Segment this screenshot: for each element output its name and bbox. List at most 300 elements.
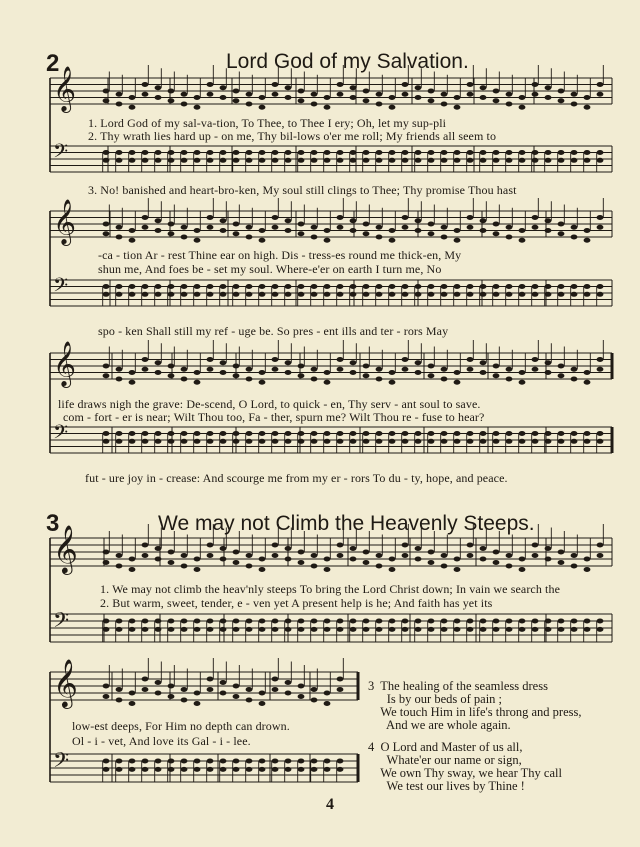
note-head	[389, 150, 396, 155]
note-head	[116, 759, 123, 764]
note-head	[337, 357, 344, 362]
note-head	[350, 546, 357, 551]
note-head	[337, 225, 344, 230]
note-head	[142, 543, 149, 548]
note-head	[142, 225, 149, 230]
note-head	[480, 619, 487, 624]
note-head	[350, 627, 357, 632]
note-head	[103, 767, 110, 772]
note-head	[168, 89, 175, 94]
note-head	[415, 284, 422, 289]
note-head	[415, 218, 422, 223]
note-head	[194, 701, 201, 706]
note-head	[480, 431, 487, 436]
note-head	[220, 557, 227, 562]
note-head	[428, 619, 435, 624]
note-head	[415, 85, 422, 90]
note-head	[181, 102, 188, 107]
note-head	[168, 98, 175, 103]
verse-line: 4 O Lord and Master of us all,	[368, 740, 523, 754]
note-head	[584, 370, 591, 375]
note-head	[233, 560, 240, 565]
note-head	[363, 627, 370, 632]
note-head	[259, 767, 266, 772]
note-head	[493, 98, 500, 103]
note-head	[480, 292, 487, 297]
note-head	[493, 292, 500, 297]
note-head	[337, 284, 344, 289]
note-head	[233, 89, 240, 94]
note-head	[480, 557, 487, 562]
note-head	[155, 85, 162, 90]
note-head	[116, 367, 123, 372]
note-head	[220, 284, 227, 289]
hymn-number: 2	[46, 50, 60, 77]
note-head	[233, 431, 240, 436]
note-head	[350, 284, 357, 289]
note-head	[168, 439, 175, 444]
note-head	[272, 543, 279, 548]
note-head	[311, 367, 318, 372]
verse-line: We test our lives by Thine !	[368, 779, 525, 793]
note-head	[298, 684, 305, 689]
note-head	[519, 627, 526, 632]
note-head	[103, 439, 110, 444]
note-head	[350, 619, 357, 624]
note-head	[519, 439, 526, 444]
note-head	[259, 228, 266, 233]
note-head	[207, 158, 214, 163]
note-head	[363, 89, 370, 94]
note-head	[116, 158, 123, 163]
note-head	[363, 292, 370, 297]
note-head	[285, 439, 292, 444]
note-head	[558, 364, 565, 369]
note-head	[194, 627, 201, 632]
note-head	[337, 82, 344, 87]
note-head	[532, 92, 539, 97]
note-head	[194, 759, 201, 764]
note-head	[298, 619, 305, 624]
note-head	[220, 370, 227, 375]
note-head	[233, 373, 240, 378]
bass-clef: 𝄢	[53, 420, 69, 449]
note-head	[207, 92, 214, 97]
note-head	[129, 619, 136, 624]
note-head	[389, 627, 396, 632]
note-head	[285, 767, 292, 772]
note-head	[259, 292, 266, 297]
note-head	[584, 228, 591, 233]
note-head	[298, 222, 305, 227]
treble-clef: 𝄞	[53, 199, 77, 245]
note-head	[506, 367, 513, 372]
note-head	[298, 284, 305, 289]
note-head	[298, 560, 305, 565]
note-head	[545, 228, 552, 233]
note-head	[363, 364, 370, 369]
note-head	[584, 284, 591, 289]
treble-clef: 𝄞	[53, 524, 78, 574]
note-head	[454, 431, 461, 436]
note-head	[493, 222, 500, 227]
note-head	[324, 439, 331, 444]
note-head	[532, 225, 539, 230]
lyric-line: Ol - i - vet, And love its Gal - i - lee.	[72, 734, 251, 748]
note-head	[168, 627, 175, 632]
bass-clef: 𝄢	[53, 139, 69, 168]
note-head	[441, 158, 448, 163]
note-head	[285, 85, 292, 90]
note-head	[311, 377, 318, 382]
note-head	[181, 284, 188, 289]
note-head	[415, 228, 422, 233]
note-head	[129, 228, 136, 233]
note-head	[298, 89, 305, 94]
treble-clef: 𝄞	[53, 658, 78, 708]
note-head	[467, 158, 474, 163]
note-head	[363, 373, 370, 378]
note-head	[519, 557, 526, 562]
note-head	[207, 543, 214, 548]
note-head	[519, 380, 526, 385]
lyric-line: 1. Lord God of my sal-va-tion, To Thee, to Thee I ery; Oh, let my sup-pli	[88, 116, 447, 130]
note-head	[220, 759, 227, 764]
note-head	[389, 557, 396, 562]
note-head	[415, 370, 422, 375]
note-head	[155, 546, 162, 551]
note-head	[116, 698, 123, 703]
note-head	[363, 231, 370, 236]
note-head	[103, 759, 110, 764]
note-head	[168, 694, 175, 699]
note-head	[155, 158, 162, 163]
note-head	[519, 105, 526, 110]
note-head	[207, 292, 214, 297]
note-head	[311, 158, 318, 163]
note-head	[220, 691, 227, 696]
note-head	[467, 627, 474, 632]
note-head	[168, 759, 175, 764]
note-head	[259, 759, 266, 764]
note-head	[311, 627, 318, 632]
note-head	[233, 694, 240, 699]
note-head	[142, 627, 149, 632]
note-head	[194, 767, 201, 772]
note-head	[298, 759, 305, 764]
note-head	[558, 619, 565, 624]
note-head	[142, 292, 149, 297]
note-head	[389, 292, 396, 297]
note-head	[428, 158, 435, 163]
lyric-line: low-est deeps, For Him no depth can drown.	[72, 719, 290, 733]
note-head	[376, 377, 383, 382]
note-head	[389, 238, 396, 243]
note-head	[246, 367, 253, 372]
note-head	[571, 150, 578, 155]
note-head	[558, 292, 565, 297]
note-head	[376, 367, 383, 372]
note-head	[103, 158, 110, 163]
note-head	[285, 360, 292, 365]
note-head	[363, 222, 370, 227]
note-head	[194, 439, 201, 444]
note-head	[597, 150, 604, 155]
note-head	[311, 553, 318, 558]
note-head	[103, 550, 110, 555]
note-head	[363, 439, 370, 444]
note-head	[376, 150, 383, 155]
note-head	[168, 284, 175, 289]
note-head	[337, 431, 344, 436]
note-head	[480, 95, 487, 100]
note-head	[311, 284, 318, 289]
note-head	[571, 92, 578, 97]
note-head	[272, 767, 279, 772]
note-head	[194, 380, 201, 385]
note-head	[272, 284, 279, 289]
note-head	[259, 284, 266, 289]
note-head	[584, 619, 591, 624]
note-head	[272, 627, 279, 632]
note-head	[545, 95, 552, 100]
note-head	[558, 627, 565, 632]
note-head	[181, 292, 188, 297]
note-head	[155, 150, 162, 155]
note-head	[597, 627, 604, 632]
note-head	[207, 627, 214, 632]
note-head	[519, 95, 526, 100]
verse-line: Whate'er our name or sign,	[368, 753, 522, 767]
note-head	[324, 158, 331, 163]
note-head	[272, 215, 279, 220]
note-head	[558, 150, 565, 155]
note-head	[324, 228, 331, 233]
note-head	[155, 284, 162, 289]
note-head	[519, 284, 526, 289]
note-head	[155, 228, 162, 233]
note-head	[337, 627, 344, 632]
note-head	[324, 701, 331, 706]
note-head	[402, 543, 409, 548]
note-head	[350, 228, 357, 233]
note-head	[467, 619, 474, 624]
note-head	[467, 284, 474, 289]
note-head	[285, 619, 292, 624]
note-head	[272, 687, 279, 692]
note-head	[311, 687, 318, 692]
note-head	[207, 215, 214, 220]
note-head	[142, 367, 149, 372]
note-head	[454, 627, 461, 632]
note-head	[220, 680, 227, 685]
note-head	[324, 691, 331, 696]
note-head	[324, 238, 331, 243]
note-head	[558, 158, 565, 163]
note-head	[246, 564, 253, 569]
note-head	[324, 105, 331, 110]
note-head	[155, 759, 162, 764]
note-head	[493, 89, 500, 94]
note-head	[519, 158, 526, 163]
note-head	[324, 150, 331, 155]
note-head	[259, 158, 266, 163]
note-head	[116, 564, 123, 569]
note-head	[480, 284, 487, 289]
note-head	[467, 150, 474, 155]
bass-clef: 𝄢	[53, 273, 69, 302]
note-head	[454, 150, 461, 155]
note-head	[155, 680, 162, 685]
note-head	[207, 553, 214, 558]
note-head	[116, 292, 123, 297]
note-head	[181, 158, 188, 163]
note-head	[337, 292, 344, 297]
note-head	[441, 431, 448, 436]
note-head	[480, 360, 487, 365]
note-head	[311, 102, 318, 107]
note-head	[506, 564, 513, 569]
note-head	[103, 284, 110, 289]
note-head	[584, 567, 591, 572]
note-head	[207, 677, 214, 682]
note-head	[129, 284, 136, 289]
note-head	[454, 228, 461, 233]
note-head	[545, 557, 552, 562]
note-head	[311, 698, 318, 703]
note-head	[350, 431, 357, 436]
note-head	[532, 431, 539, 436]
note-head	[337, 767, 344, 772]
note-head	[298, 694, 305, 699]
note-head	[259, 619, 266, 624]
note-head	[142, 284, 149, 289]
note-head	[558, 89, 565, 94]
lyric-line: 2. Thy wrath lies hard up - on me, Thy bil-lows o'er me roll; My friends all seem to	[88, 129, 497, 143]
note-head	[246, 553, 253, 558]
note-head	[454, 619, 461, 624]
note-head	[272, 92, 279, 97]
note-head	[350, 292, 357, 297]
note-head	[259, 150, 266, 155]
note-head	[597, 92, 604, 97]
note-head	[350, 218, 357, 223]
note-head	[363, 98, 370, 103]
note-head	[389, 567, 396, 572]
note-head	[467, 367, 474, 372]
note-head	[181, 619, 188, 624]
note-head	[441, 439, 448, 444]
note-head	[311, 564, 318, 569]
note-head	[571, 377, 578, 382]
treble-clef: 𝄞	[53, 66, 77, 112]
note-head	[285, 431, 292, 436]
note-head	[493, 439, 500, 444]
note-head	[129, 701, 136, 706]
note-head	[298, 98, 305, 103]
note-head	[194, 431, 201, 436]
note-head	[259, 439, 266, 444]
note-head	[220, 95, 227, 100]
note-head	[142, 767, 149, 772]
note-head	[233, 619, 240, 624]
note-head	[480, 150, 487, 155]
note-head	[558, 284, 565, 289]
note-head	[220, 360, 227, 365]
note-head	[337, 92, 344, 97]
note-head	[597, 284, 604, 289]
note-head	[246, 767, 253, 772]
note-head	[220, 150, 227, 155]
note-head	[181, 150, 188, 155]
note-head	[272, 439, 279, 444]
note-head	[324, 567, 331, 572]
note-head	[129, 439, 136, 444]
note-head	[129, 431, 136, 436]
note-head	[311, 439, 318, 444]
note-head	[272, 82, 279, 87]
note-head	[246, 439, 253, 444]
note-head	[519, 431, 526, 436]
hymn-title: Lord God of my Salvation.	[226, 50, 469, 73]
note-head	[532, 357, 539, 362]
note-head	[545, 546, 552, 551]
note-head	[168, 619, 175, 624]
note-head	[506, 619, 513, 624]
note-head	[402, 367, 409, 372]
note-head	[246, 102, 253, 107]
note-head	[597, 439, 604, 444]
note-head	[467, 553, 474, 558]
note-head	[350, 557, 357, 562]
note-head	[298, 550, 305, 555]
note-head	[220, 627, 227, 632]
note-head	[246, 92, 253, 97]
note-head	[337, 439, 344, 444]
note-head	[480, 627, 487, 632]
lyric-line: -ca - tion Ar - rest Thine ear on high. Dis - tress-es round me thick-en, My	[98, 248, 462, 262]
note-head	[298, 431, 305, 436]
note-head	[181, 92, 188, 97]
note-head	[571, 619, 578, 624]
note-head	[207, 367, 214, 372]
note-head	[441, 564, 448, 569]
note-head	[298, 373, 305, 378]
note-head	[142, 357, 149, 362]
note-head	[532, 627, 539, 632]
note-head	[532, 292, 539, 297]
note-head	[129, 557, 136, 562]
note-head	[428, 98, 435, 103]
note-head	[571, 367, 578, 372]
note-head	[129, 105, 136, 110]
note-head	[363, 284, 370, 289]
note-head	[142, 215, 149, 220]
note-head	[233, 222, 240, 227]
note-head	[506, 431, 513, 436]
note-head	[389, 95, 396, 100]
lyric-line: 2. But warm, sweet, tender, e - ven yet A present help is he; And faith has yet its	[100, 596, 493, 610]
note-head	[558, 560, 565, 565]
note-head	[207, 150, 214, 155]
note-head	[428, 560, 435, 565]
note-head	[558, 439, 565, 444]
note-head	[311, 235, 318, 240]
note-head	[116, 225, 123, 230]
note-head	[285, 284, 292, 289]
note-head	[506, 225, 513, 230]
lyric-line: 3. No! banished and heart-bro-ken, My soul still clings to Thee; Thy promise Thou hast	[88, 183, 517, 197]
